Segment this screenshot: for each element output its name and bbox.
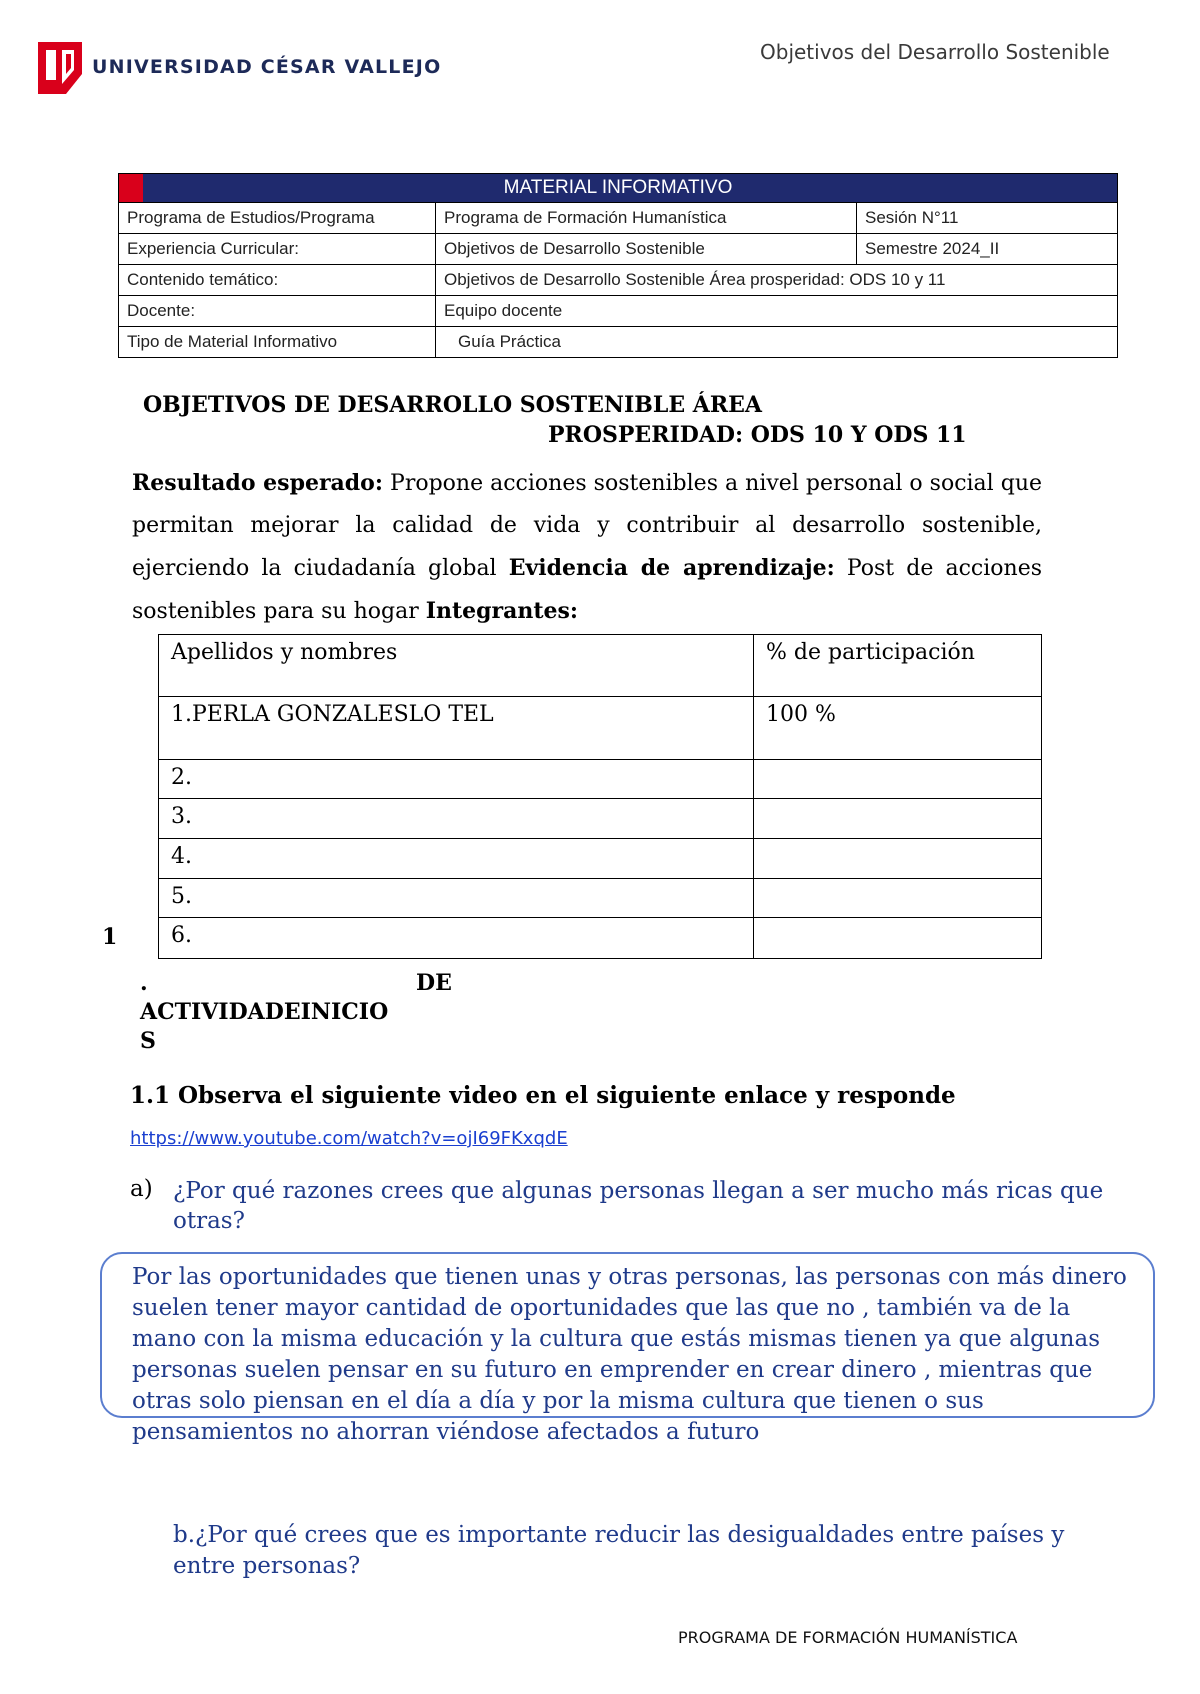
intro-paragraph [132, 462, 1042, 633]
footer-program: PROGRAMA DE FORMACIÓN HUMANÍSTICA [678, 1628, 1018, 1647]
info-row [119, 265, 1118, 296]
member-percent-cell [754, 799, 1042, 839]
info-table [118, 173, 1118, 358]
members-header-cell: % de participación [754, 635, 1042, 697]
member-percent-cell: 100 % [754, 697, 1042, 760]
evidencia-label: Evidencia de aprendizaje: [508, 555, 835, 581]
question-a: ¿Por qué razones crees que algunas personas llegan a ser mucho más ricas que otras? [173, 1178, 1104, 1234]
member-name-cell: 2. [159, 760, 754, 799]
activities-heading-line-1: ACTIVIDADEINICIO [140, 999, 389, 1025]
members-table [158, 634, 1042, 959]
evidencia-text: Post de acciones sostenibles para su hogar [132, 556, 1043, 624]
resultado-label: Resultado esperado: [132, 470, 383, 496]
university-name: UNIVERSIDAD CÉSAR VALLEJO [92, 56, 442, 78]
integrantes-label: Integrantes: [425, 598, 579, 624]
members-header-cell: Apellidos y nombres [159, 635, 754, 697]
ucv-logo-icon [36, 40, 84, 96]
info-row [119, 296, 1118, 327]
info-cell: Guía Práctica [436, 327, 1118, 358]
member-percent-cell [754, 918, 1042, 959]
table-row [159, 918, 1042, 959]
answer-a: Por las oportunidades que tienen unas y otras personas, las personas con más dinero suelen tener mayor cantidad de oportunidades que las que no , también va de la mano con la misma educación y la cultura que estás mismas tienen ya que algunas personas suelen pensar en su futuro en emprender en crear dinero , mientras que otras solo piensan en el día a día y por la misma cultura que tienen o sus pensamientos no ahorran viéndose afectados a futuro [132, 1264, 1127, 1445]
video-link[interactable]: https://www.youtube.com/watch?v=ojI69FKxqdE [130, 1128, 568, 1149]
member-percent-cell [754, 839, 1042, 879]
info-cell: Objetivos de Desarrollo Sostenible [436, 234, 857, 265]
activities-de: DE [416, 970, 452, 996]
info-cell: Docente: [119, 296, 436, 327]
activities-dot: . [140, 970, 148, 996]
page-title-line-2: PROSPERIDAD: ODS 10 Y ODS 11 [548, 422, 967, 448]
member-name-cell: 5. [159, 879, 754, 918]
member-percent-cell [754, 879, 1042, 918]
page-number: 1 [102, 924, 118, 950]
info-row [119, 327, 1118, 358]
question-b: b.¿Por qué crees que es importante reducir las desigualdades entre países y entre personas? [173, 1522, 1065, 1579]
resultado-text: Propone acciones sostenibles a nivel personal o social que permitan mejorar la calidad de vida y contribuir al desarrollo sostenible, ejerciendo la ciudadanía global [132, 471, 1043, 581]
activities-heading-line-2: S [140, 1028, 156, 1054]
info-cell: Tipo de Material Informativo [119, 327, 436, 358]
question-a-marker: a) [130, 1176, 153, 1202]
info-cell: Programa de Estudios/Programa [119, 203, 436, 234]
question-1-1: 1.1 Observa el siguiente video en el siguiente enlace y responde [130, 1082, 956, 1109]
info-cell: Programa de Formación Humanística [436, 203, 857, 234]
info-cell: Experiencia Curricular: [119, 234, 436, 265]
member-name-cell: 3. [159, 799, 754, 839]
members-header-row [159, 635, 1042, 697]
table-row [159, 799, 1042, 839]
red-marker [119, 174, 143, 202]
info-cell: Sesión N°11 [857, 203, 1118, 234]
member-name-cell: 6. [159, 918, 754, 959]
member-name-cell: 4. [159, 839, 754, 879]
info-cell: Equipo docente [436, 296, 1118, 327]
info-cell: Semestre 2024_II [857, 234, 1118, 265]
table-row [159, 839, 1042, 879]
table-row [159, 697, 1042, 760]
table-row [159, 879, 1042, 918]
page-title-line-1: OBJETIVOS DE DESARROLLO SOSTENIBLE ÁREA [143, 392, 762, 418]
info-table-heading: MATERIAL INFORMATIVO [119, 174, 1118, 203]
info-row [119, 234, 1118, 265]
table-row [159, 760, 1042, 799]
header-document-title: Objetivos del Desarrollo Sostenible [760, 40, 1110, 64]
info-cell: Objetivos de Desarrollo Sostenible Área prosperidad: ODS 10 y 11 [436, 265, 1118, 296]
info-cell: Contenido temático: [119, 265, 436, 296]
member-percent-cell [754, 760, 1042, 799]
info-row [119, 203, 1118, 234]
member-name-cell: 1.PERLA GONZALESLO TEL [159, 697, 754, 760]
